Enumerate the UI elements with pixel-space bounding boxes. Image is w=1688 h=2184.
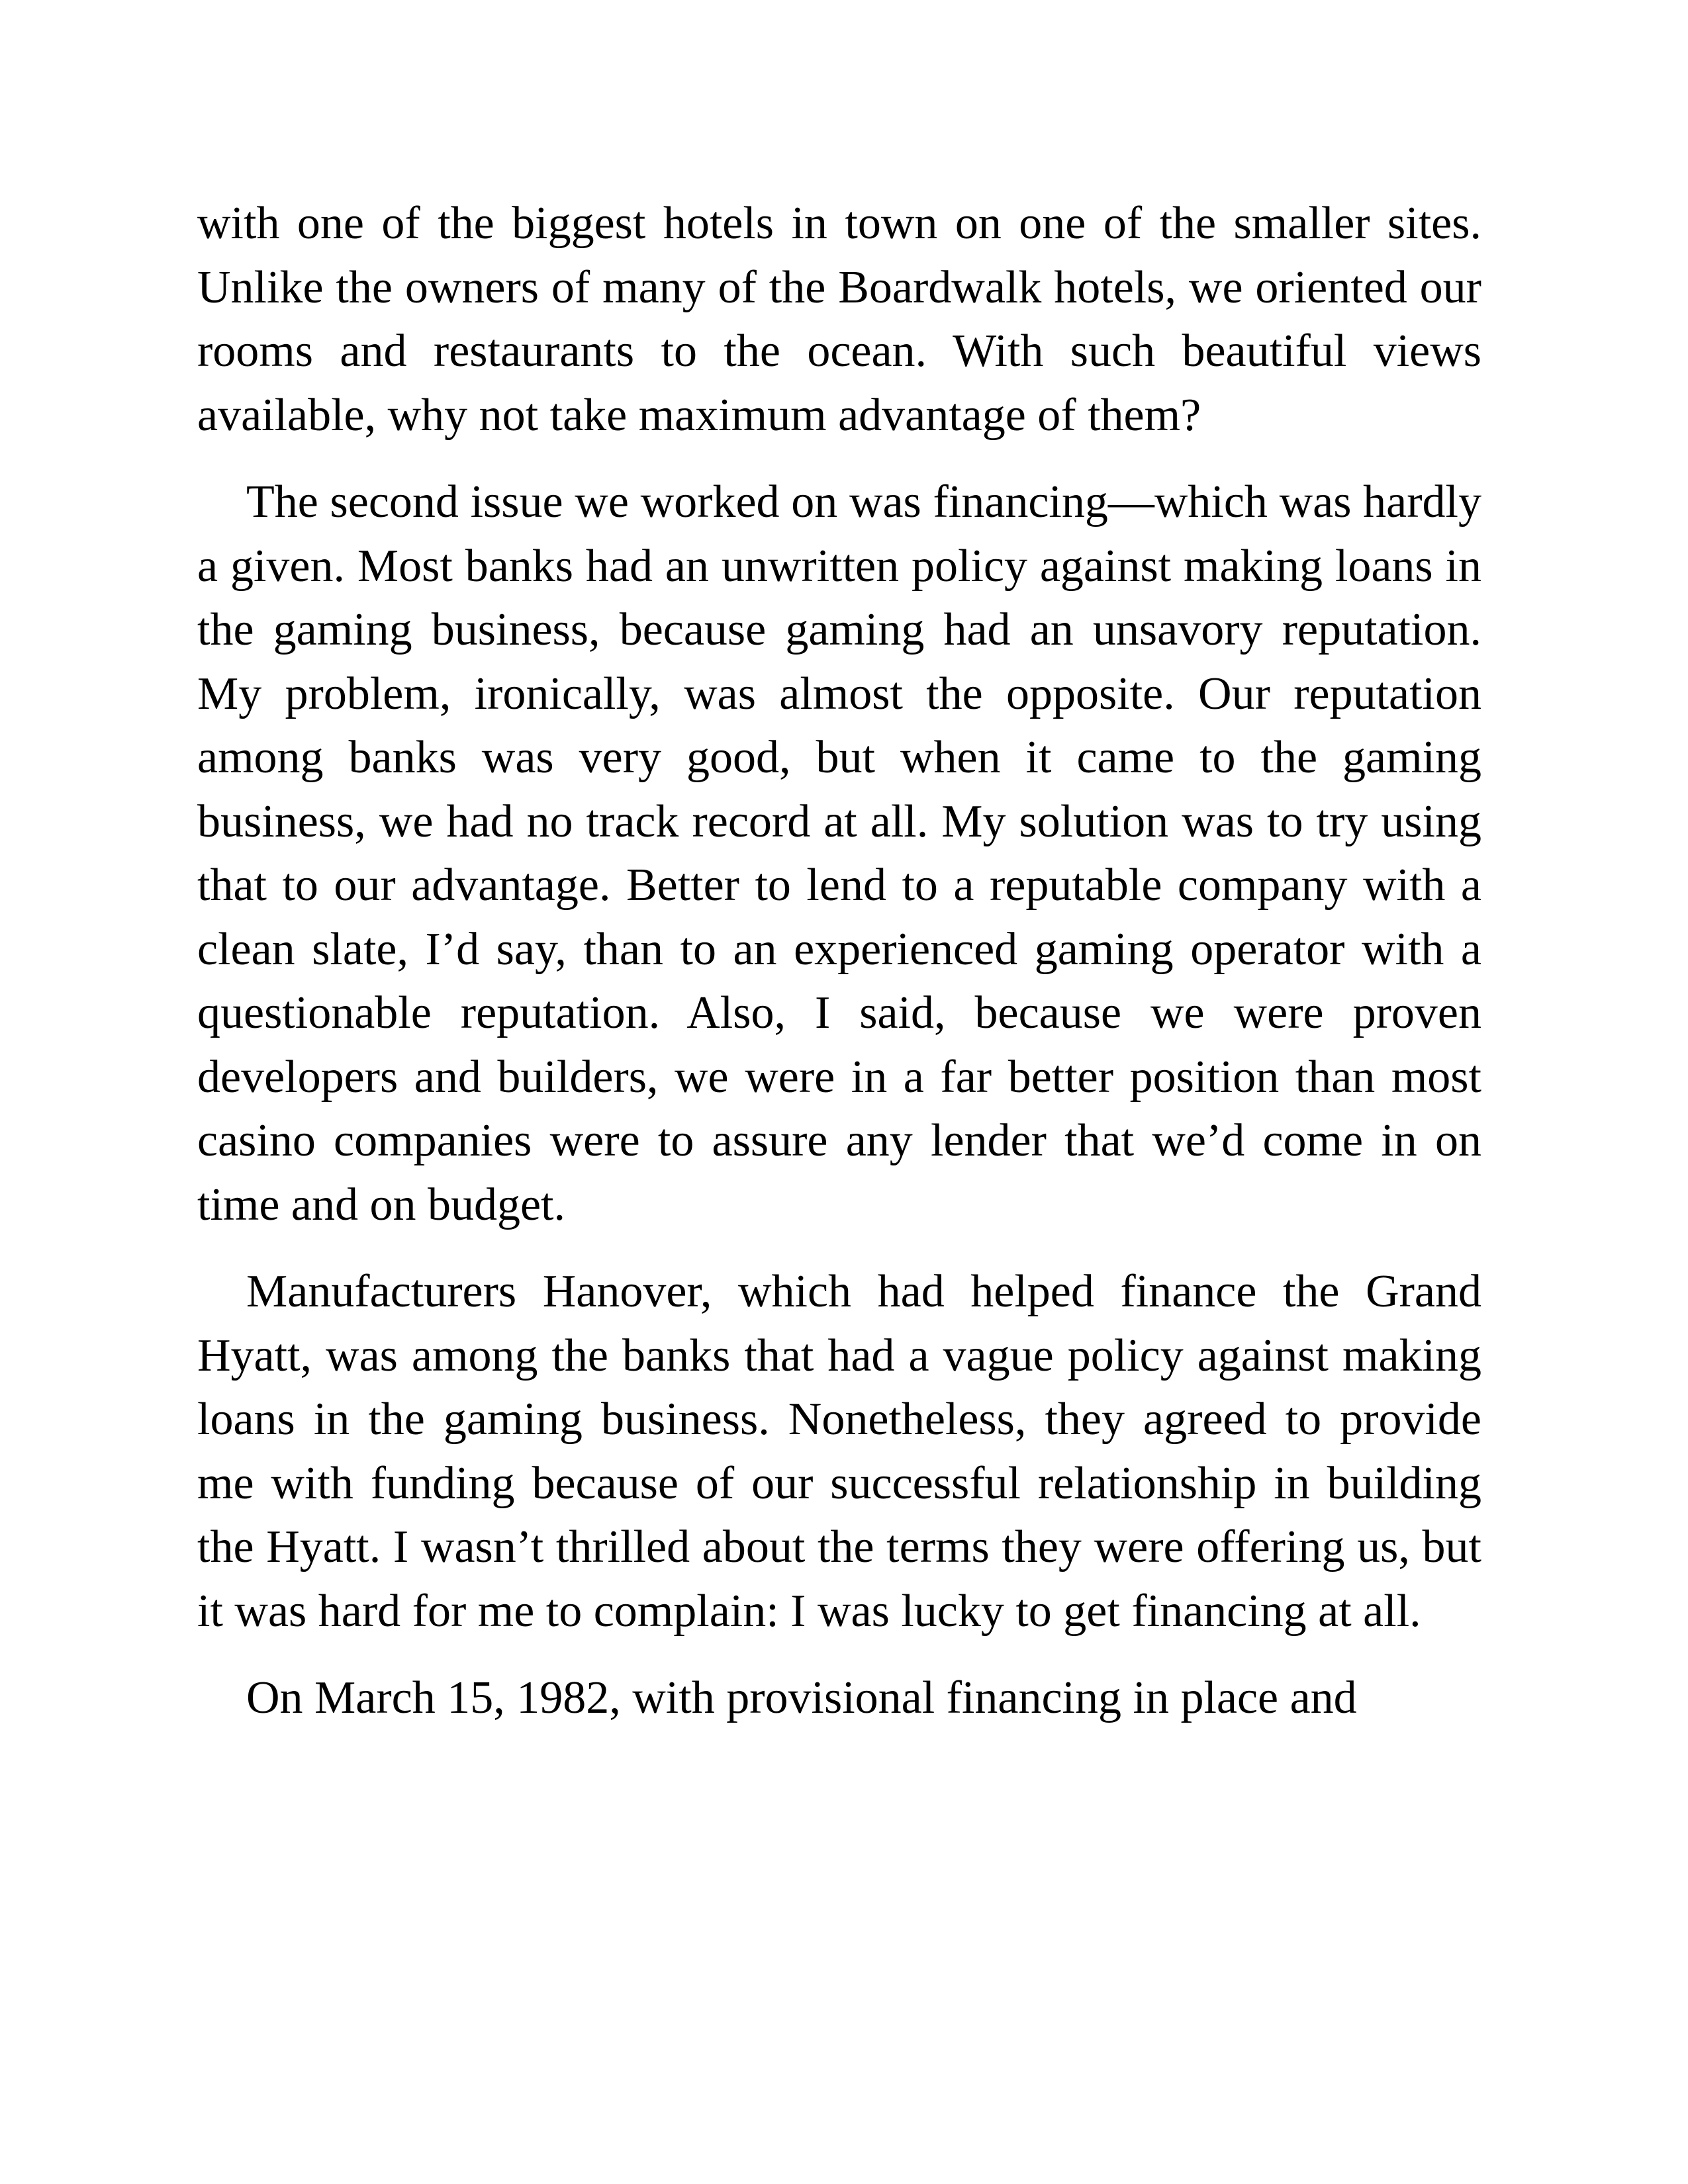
document-page [197, 192, 1481, 1731]
paragraph-1: with one of the biggest hotels in town on one of the smaller sites. Unlike the owners of many of the Boardwalk hotels, we oriented our rooms and restaurants to the ocean. With such beautiful views available, why not take maximum advantage of them? [197, 198, 1481, 441]
paragraph-2: The second issue we worked on was financing—which was hardly a given. Most banks had an unwritten policy against making loans in the gaming business, because gaming had an unsavory reputation. My problem, ironically, was almost the opposite. Our reputation among banks was very good, but when it came to the gaming business, we had no track record at all. My solution was to try using that to our advantage. Better to lend to a reputable company with a clean slate, I’d say, than to an experienced gaming operator with a questionable reputation. Also, I said, because we were proven developers and builders, we were in a far better position than most casino companies were to assure any lender that we’d come in on time and on budget. [197, 477, 1481, 1230]
paragraph-3: Manufacturers Hanover, which had helped finance the Grand Hyatt, was among the banks that had a vague policy against making loans in the gaming business. Nonetheless, they agreed to provide me with funding because of our successful relationship in building the Hyatt. I wasn’t thrilled about the terms they were offering us, but it was hard for me to complain: I was lucky to get financing at all. [197, 1266, 1481, 1637]
paragraph-4: On March 15, 1982, with provisional financing in place and [246, 1672, 1357, 1723]
